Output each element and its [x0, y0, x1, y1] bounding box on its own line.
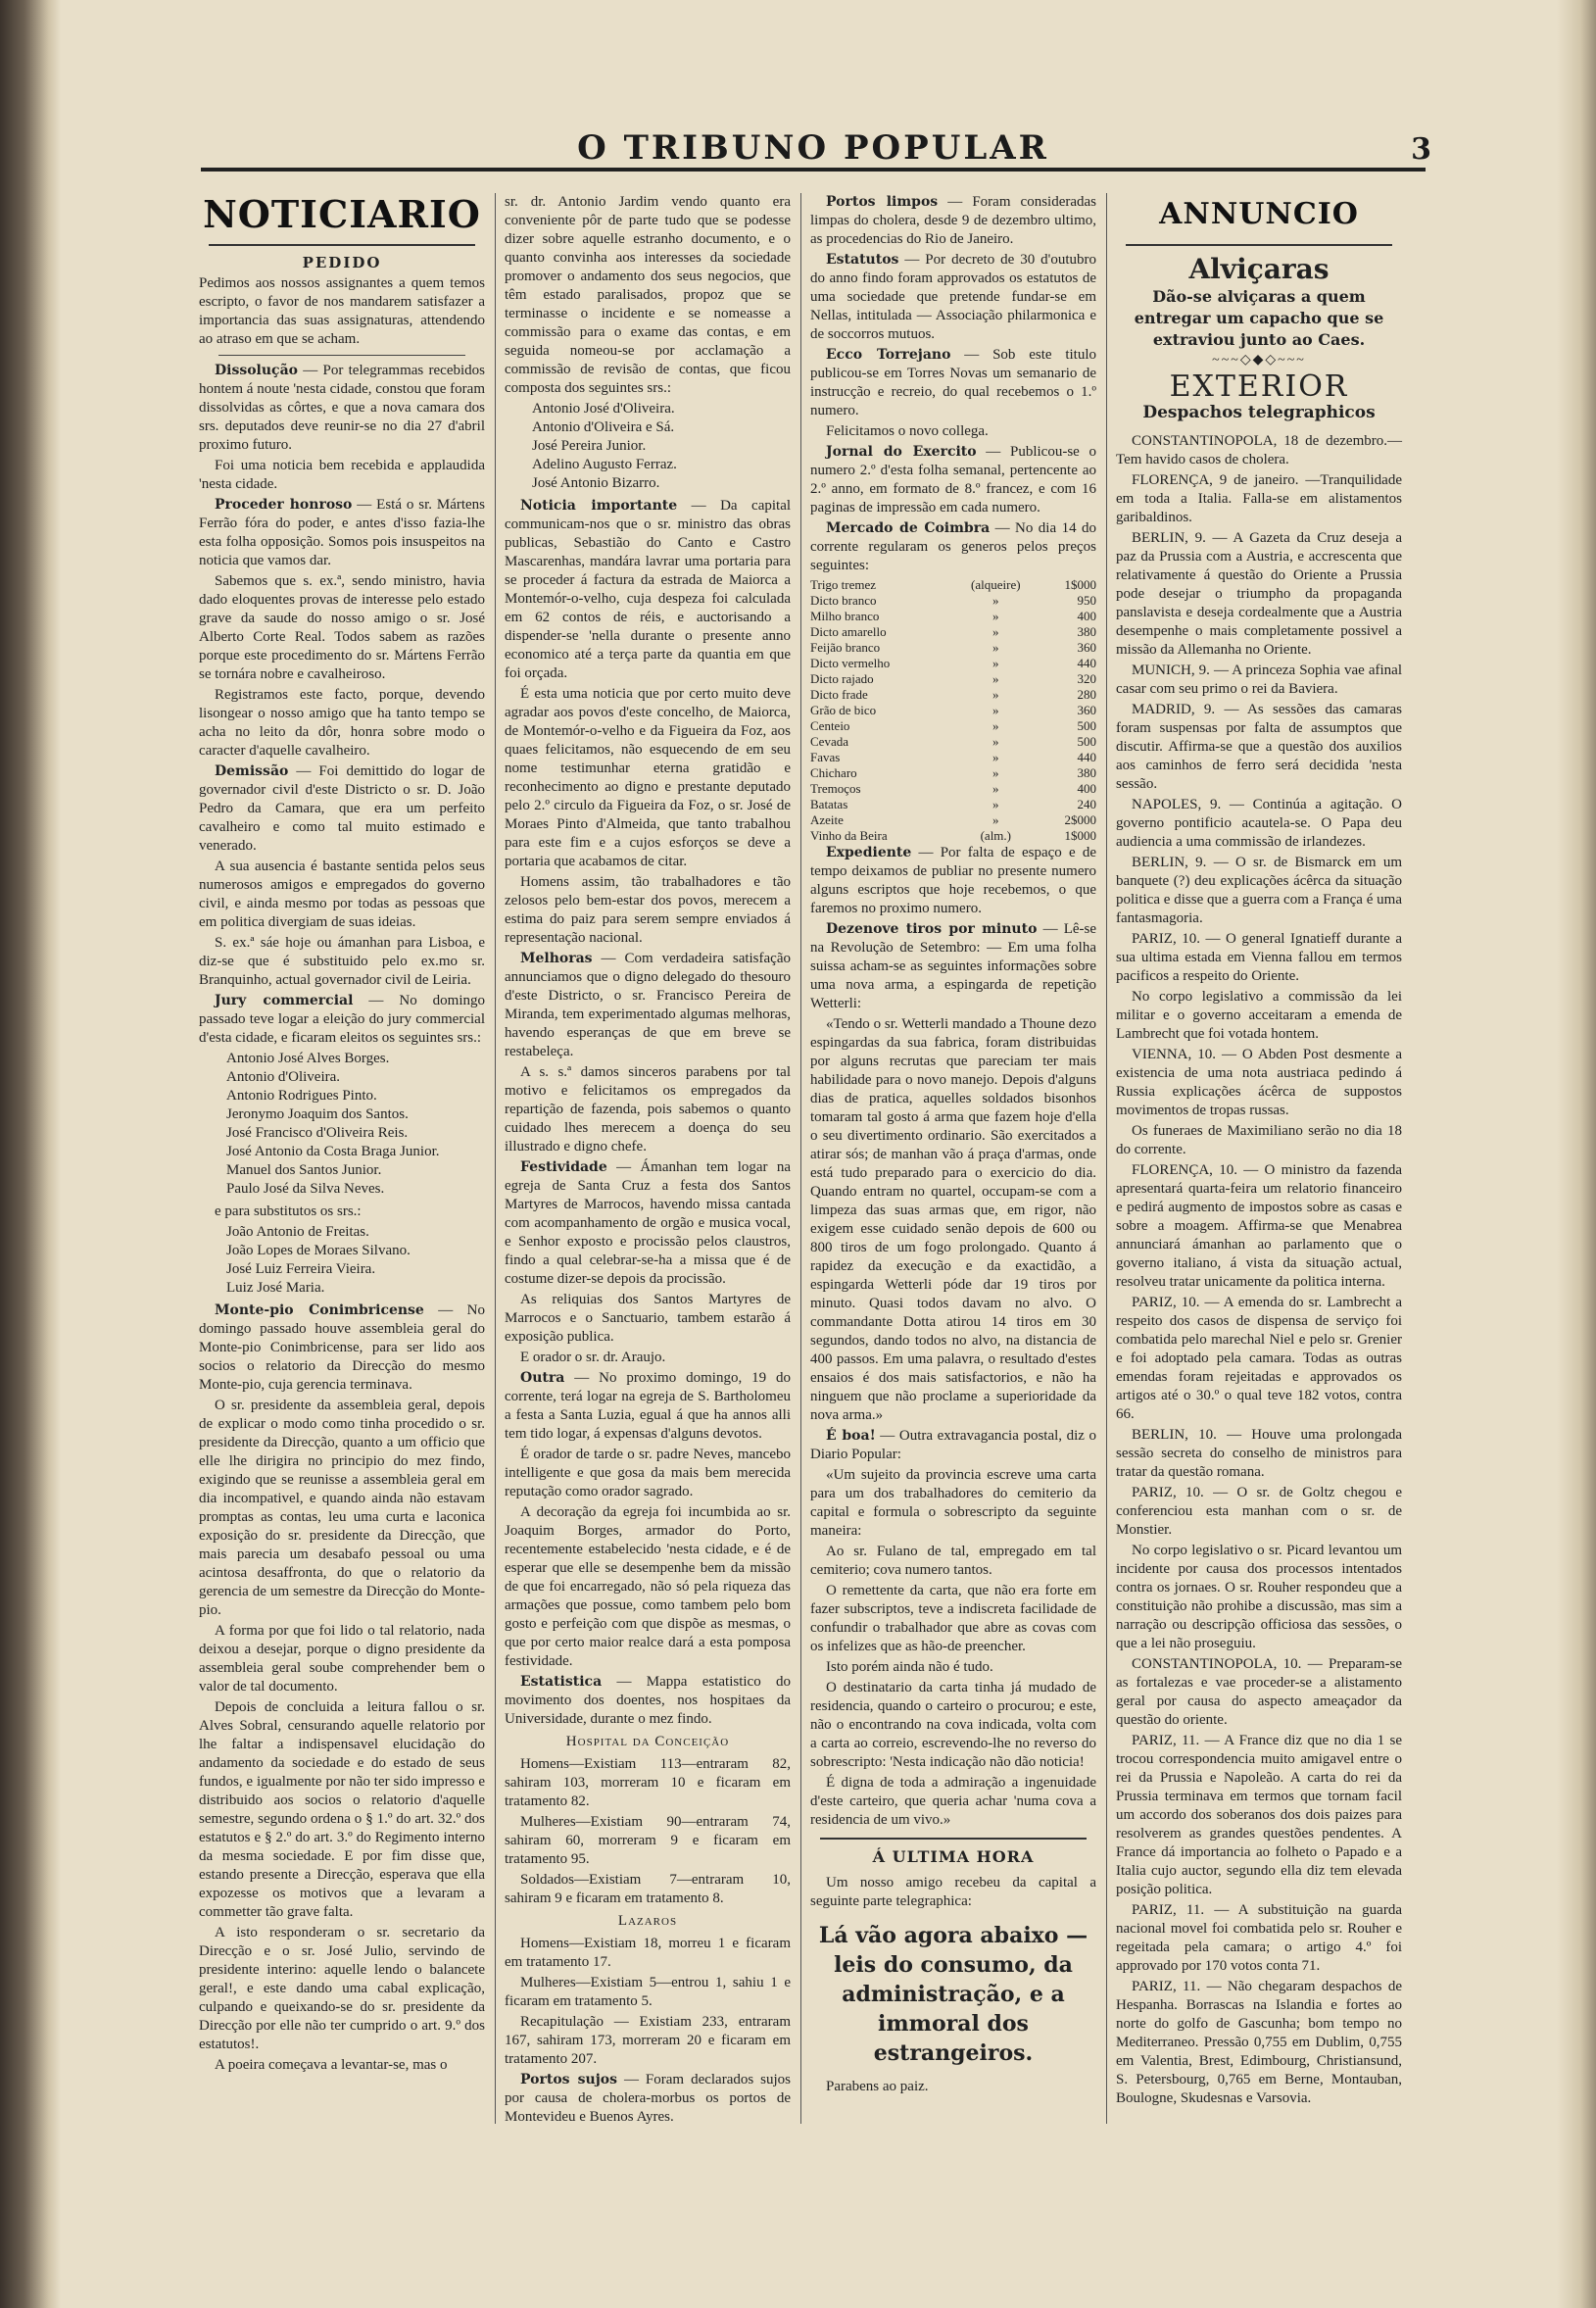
ornament-divider: ~~~◇◆◇~~~ — [1212, 353, 1306, 368]
article-heading: Noticia importante — [520, 498, 678, 514]
price-item: Cevada — [810, 734, 848, 749]
price-unit: (alm.) — [980, 828, 1011, 843]
article-text: Registramos este facto, porque, devendo lisongear o nosso amigo que ha tanto tempo se acha no leito da dôr, honra sobre modo o caracter d'aquelle cavalheiro. — [199, 687, 485, 759]
article-text: É esta uma noticia que por certo muito deve agradar aos povos d'este concelho, de Maiorca, de Montemór-o-velho e da Figueira da Foz, aos quaes felicitamos, não esquecendo de em seu nome testimunhar eterna gratidão e reconhecimento ao digno e prestante deputado pelo 2.º circulo da Figueira da Foz, o sr. José de Moraes Pinto d'Almeida, que tanto trabalhou para este fim e a cujos esforços se deve a portaria que acabamos de citar. — [505, 686, 791, 869]
article-estatistica — [505, 1673, 791, 1729]
article-text: Sabemos que s. ex.ª, sendo ministro, havia dado eloquentes provas de interesse pelo estado grave da saude do nosso amigo o sr. José Alberto Corte Real. Todos sabem as razões porque este procedimento do sr. Mártens Ferrão se tornára nobre e cavalheiroso. — [199, 573, 485, 682]
telegram-text: Lá vão agora abaixo — leis do consumo, da administração, e a immoral dos estrangeiros. — [818, 1923, 1088, 2066]
article-text: O sr. presidente da assembleia geral, depois de explicar o modo como tinha procedido o sr. presidente da Direcção, quanto a um officio que elle lhe dirigira no principio do mez findo, exigindo que se reunisse a assembleia geral em dia incompativel, e quando ainda não estavam promptas as contas, leu uma curta e laconica exposição do sr. presidente da Direcção, que mais parecia um desabafo pessoal ou uma acintosa desaffronta, do que o relatorio da gerencia de um semestre da Direcção do Monte-pio. — [199, 1398, 485, 1618]
commission-list — [532, 400, 791, 493]
price-value: 500 — [1077, 718, 1096, 733]
article-text: Isto porém ainda não é tudo. — [826, 1659, 993, 1675]
price-value: 1$000 — [1064, 828, 1096, 843]
page-number: 3 — [1411, 132, 1431, 167]
price-item: Centeio — [810, 718, 850, 733]
column-divider — [800, 193, 801, 2124]
article-heading: É boa! — [826, 1428, 876, 1444]
price-item: Batatas — [810, 797, 848, 811]
pedido-text: Pedimos aos nossos assignantes a quem temos escripto, o favor de nos mandarem satisfazer a importancia das suas assignaturas, attendendo ao atraso em que se acham. — [199, 275, 485, 347]
stat-line: Mulheres—Existiam 5—entrou 1, sahiu 1 e ficaram em tratamento 5. — [505, 1975, 791, 2009]
price-unit: » — [992, 718, 999, 733]
news-item: FLORENÇA, 10. — O ministro da fazenda apresentará quarta-feira um relatorio financeiro e pedirá augmento de impostos sobre as casas e sobre a moagem. Affirma-se que Menabrea annunciará ámanhan ao parlamento que o governo italiano, á vista da situação actual, resolveu tratar unicamente da politica interna. — [1116, 1162, 1402, 1290]
price-row — [810, 703, 1096, 718]
article-text: S. ex.ª sáe hoje ou ámanhan para Lisboa, e diz-se que é substituido pelo ex.mo sr. Branquinho, actual governador civil de Leiria. — [199, 935, 485, 988]
article-text: Ao sr. Fulano de tal, empregado em tal cemiterio; cova numero tantos. — [810, 1544, 1096, 1578]
article-text: — Sob este titulo publicou-se em Torres Novas um semanario de instrucção e recreio, do qual recebemos o 1.º numero. — [810, 347, 1096, 418]
article-text: — Mappa estatistico do movimento dos doentes, nos hospitaes da Universidade, durante o mez findo. — [505, 1674, 792, 1727]
jury-subs-list — [226, 1223, 485, 1298]
article-text: — No proximo domingo, 19 do corrente, terá logar na egreja de S. Bartholomeu a festa a Santa Luzia, egual á que ha annos alli tem tido logar, á expensas d'alguns devotos. — [505, 1370, 792, 1442]
article-text: É digna de toda a admiração a ingenuidade d'este carteiro, que queria achar 'numa cova a residencia de um vivo.» — [810, 1775, 1096, 1828]
news-item: NAPOLES, 9. — Continúa a agitação. O governo pontificio acautela-se. O Papa deu audiencia a uma commissão de irlandezes. — [1116, 797, 1402, 850]
price-row — [810, 624, 1096, 640]
article-text: A isto responderam o sr. secretario da Direcção e o sr. José Julio, servindo de presidente interino: aquelle lendo o balancete geral!, e este dando uma cabal explicação, culpando e queixando-se do sr. presidente da Direcção por elle não ter cumprido o art. 9.º dos estatutos!. — [199, 1925, 485, 2052]
article-text: Homens assim, tão trabalhadores e tão zelosos pelo bem-estar dos povos, merecem a estima do paiz para serem sempre enviados á representação nacional. — [505, 874, 791, 946]
article-mercado — [810, 519, 1096, 575]
list-item: José Luiz Ferreira Vieira. — [226, 1261, 376, 1277]
article-text: Depois de concluida a leitura fallou o sr. Alves Sobral, censurando aquelle relatorio por lhe faltar a indispensavel elucidação do andamento da sociedade e do estado de seus fundos, e igualmente por não ter sido impresso e distribuido aos socios o relatorio d'aquelle semestre, segundo ordena o § 1.º do art. 32.º dos estatutos e § 2.º do art. 3.º do Regimento interno da mesma sociedade. E por fim disse que, estando presente a Direcção, esperava que ella expozesse os motivos que a levaram a commetter tão grave falta. — [199, 1699, 485, 1920]
list-item: João Lopes de Moraes Silvano. — [226, 1243, 411, 1258]
article-text: — Por falta de espaço e de tempo deixamos de publiar no presente numero alguns escriptos que hoje recebemos, o que faremos no proximo numero. — [810, 845, 1096, 916]
price-unit: » — [992, 812, 999, 827]
article-text: A sua ausencia é bastante sentida pelos seus numerosos amigos e empregados do governo civil, e ainda mesmo por todas as pessoas que em politica divergiam de suas ideias. — [199, 859, 485, 930]
price-value: 440 — [1077, 750, 1096, 764]
exterior-title: EXTERIOR — [1169, 369, 1349, 404]
list-item: José Pereira Junior. — [532, 438, 647, 454]
article-dissolucao — [199, 362, 485, 455]
price-value: 400 — [1077, 609, 1096, 623]
list-item: Paulo José da Silva Neves. — [226, 1181, 385, 1197]
article-heading: Dissolução — [215, 363, 298, 378]
alvicaras-text: Dão-se alviçaras a quem entregar um capacho que se extraviou junto ao Caes. — [1134, 287, 1384, 349]
article-dezenove — [810, 920, 1096, 1013]
price-value: 360 — [1077, 703, 1096, 717]
article-text: A decoração da egreja foi incumbida ao sr. Joaquim Borges, armador do Porto, recentemente estabelecido 'nesta cidade, e é de esperar que elle se desempenhe bem da missão de que foi encarregado, não só pela riqueza das armações que possue, como tambem pelo bom gosto e perfeição com que dispõe as mesmas, o que por certo maior realce dará a esta pomposa festividade. — [505, 1504, 791, 1669]
article-text: Um nosso amigo recebeu da capital a seguinte parte telegraphica: — [810, 1875, 1096, 1909]
article-expediente — [810, 844, 1096, 918]
news-item: BERLIN, 9. — A Gazeta da Cruz deseja a paz da Prussia com a Austria, e accrescenta que relativamente á questão do Oriente a Prussia pode desejar o triumpho da propaganda panslavista e deseja cordealmente que a Austria desempenhe o mais completamente possivel a missão da Allemanha no Oriente. — [1116, 530, 1402, 658]
pedido-heading: PEDIDO — [302, 254, 382, 271]
article-text: E orador o sr. dr. Araujo. — [520, 1350, 666, 1365]
article-text: É orador de tarde o sr. padre Neves, mancebo intelligente e que gosa da mais bem merecida reputação como orador sagrado. — [505, 1447, 791, 1499]
article-heading: Melhoras — [520, 951, 593, 966]
price-row — [810, 734, 1096, 750]
column-2 — [505, 193, 792, 2125]
article-heading: Monte-pio Conimbricense — [215, 1302, 424, 1318]
price-unit: » — [992, 781, 999, 796]
article-heading: Portos limpos — [826, 194, 939, 210]
price-row — [810, 812, 1096, 828]
article-text: — Por telegrammas recebidos hontem á noute 'nesta cidade, constou que foram dissolvidas as côrtes, e que a nova camara dos srs. deputados deve reunir-se no dia 27 d'abril proximo futuro. — [199, 363, 485, 453]
stat-line: Homens—Existiam 113—entraram 82, sahiram 103, morreram 10 e ficaram em tratamento 82. — [505, 1756, 791, 1809]
price-value: 1$000 — [1064, 577, 1096, 592]
price-item: Dicto branco — [810, 593, 877, 608]
price-value: 440 — [1077, 656, 1096, 670]
article-heading: Mercado de Coimbra — [826, 520, 991, 536]
article-montepio — [199, 1301, 485, 1395]
price-unit: » — [992, 593, 999, 608]
column-3 — [810, 193, 1096, 2104]
price-row — [810, 577, 1096, 593]
price-value: 380 — [1077, 765, 1096, 780]
article-proceder — [199, 496, 485, 570]
article-heading: Portos sujos — [520, 2072, 617, 2087]
article-text: — No domingo passado teve logar a eleição do jury commercial d'esta cidade, e ficaram eleitos os seguintes srs.: — [199, 993, 485, 1046]
article-heading: Jury commercial — [215, 993, 354, 1008]
article-melhoras — [505, 950, 791, 1061]
article-text: — Foram declarados sujos por causa de cholera-morbus os portos de Montevideu e Buenos Ayres. — [505, 2072, 792, 2125]
list-item: José Antonio da Costa Braga Junior. — [226, 1144, 440, 1159]
article-heading: Proceder honroso — [215, 497, 353, 513]
price-row — [810, 671, 1096, 687]
price-row — [810, 797, 1096, 812]
article-festividade — [505, 1158, 791, 1289]
despachos-heading: Despachos telegraphicos — [1142, 403, 1376, 422]
article-text: — Com verdadeira satisfação annunciamos que o digno delegado do thesouro d'este Districto, o sr. Francisco Pereira de Miranda, tem experimentado algumas melhoras, havendo esperanças de que em breve se restabeleça. — [505, 951, 791, 1059]
list-item: Antonio d'Oliveira. — [226, 1069, 341, 1085]
column-divider — [1106, 193, 1107, 2124]
stat-line: Mulheres—Existiam 90—entraram 74, sahiram 60, morreram 9 e ficaram em tratamento 95. — [505, 1814, 791, 1867]
ultima-hora-heading: Á ULTIMA HORA — [872, 1847, 1035, 1866]
article-heading: Estatistica — [520, 1674, 603, 1690]
jury-list — [226, 1050, 485, 1199]
list-item: Antonio José Alves Borges. — [226, 1051, 390, 1066]
list-item: José Francisco d'Oliveira Reis. — [226, 1125, 409, 1141]
price-unit: » — [992, 609, 999, 623]
news-item: PARIZ, 11. — A substituição na guarda nacional movel foi combatida pelo sr. Rouher e regeitada pela camara; o artigo 4.º foi approvado por 170 votos conta 71. — [1116, 1902, 1402, 1974]
price-item: Azeite — [810, 812, 844, 827]
article-demissao — [199, 762, 485, 856]
noticiario-title: NOTICIARIO — [203, 192, 481, 236]
price-unit: » — [992, 687, 999, 702]
list-item: Luiz José Maria. — [226, 1280, 325, 1296]
article-heading: Ecco Torrejano — [826, 347, 951, 363]
news-item: PARIZ, 10. — O general Ignatieff durante a sua ultima estada em Vienna fallou em termos pacificos a respeito do Oriente. — [1116, 931, 1402, 984]
price-item: Favas — [810, 750, 841, 764]
price-value: 380 — [1077, 624, 1096, 639]
price-row — [810, 640, 1096, 656]
price-unit: » — [992, 765, 999, 780]
lazaros-heading: Lazaros — [617, 1913, 678, 1929]
article-estatutos — [810, 251, 1096, 344]
price-row — [810, 609, 1096, 624]
article-text: — Foram consideradas limpas do cholera, desde 9 de dezembro ultimo, as procedencias do Rio de Janeiro. — [810, 194, 1097, 247]
column-1 — [199, 193, 485, 2104]
news-item: FLORENÇA, 9 de janeiro. —Tranquilidade em toda a Italia. Falla-se em alistamentos garibaldinos. — [1116, 472, 1402, 525]
price-item: Feijão branco — [810, 640, 881, 655]
article-heading: Dezenove tiros por minuto — [826, 921, 1038, 937]
article-heading: Demissão — [215, 763, 289, 779]
article-outra — [505, 1369, 791, 1444]
price-value: 280 — [1077, 687, 1096, 702]
price-row — [810, 687, 1096, 703]
price-table — [810, 577, 1096, 844]
article-quote: «Um sujeito da provincia escreve uma carta para um dos trabalhadores do cemiterio da capital e formula o sobrescripto da seguinte maneira: — [810, 1467, 1096, 1539]
list-item: José Antonio Bizarro. — [532, 475, 660, 491]
news-item: PARIZ, 11. — Não chegaram despachos de Hespanha. Borrascas na Islandia e fortes ao norte do golfo de Gascunha; bom tempo no Mediterraneo. Pressão 0,755 em Dublim, 0,755 em Valentia, Brest, Edimbourg, Christiansund, S. Petersbourg, 0,765 em Berne, Montauban, Boulogne, Skudesnas e Varsovia. — [1116, 1979, 1402, 2106]
alvicaras-title: Alviçaras — [1188, 253, 1330, 285]
hospital-heading: Hospital da Conceição — [565, 1734, 730, 1749]
column-4 — [1116, 193, 1402, 2104]
news-item: BERLIN, 9. — O sr. de Bismarck em um banquete (?) deu explicações ácêrca da situação politica e disse que a guerra com a França é uma fantasmagoria. — [1116, 855, 1402, 926]
page-edge — [1557, 0, 1596, 2308]
annuncio-title: ANNUNCIO — [1159, 197, 1359, 231]
article-noticia — [505, 497, 791, 683]
price-item: Dicto amarello — [810, 624, 887, 639]
list-item: Antonio Rodrigues Pinto. — [226, 1088, 377, 1104]
price-value: 950 — [1077, 593, 1096, 608]
article-text: — No dia 14 do corrente regularam os generos pelos preços seguintes: — [810, 520, 1096, 573]
price-value: 320 — [1077, 671, 1096, 686]
price-value: 360 — [1077, 640, 1096, 655]
divider — [820, 1838, 1087, 1840]
news-list — [1116, 432, 1402, 2108]
telegram-sign: Parabens ao paiz. — [826, 2079, 929, 2094]
article-heading: Estatutos — [826, 252, 899, 268]
price-row — [810, 765, 1096, 781]
article-text: — Outra extravagancia postal, diz o Diario Popular: — [810, 1428, 1096, 1462]
price-row — [810, 718, 1096, 734]
list-item: João Antonio de Freitas. — [226, 1224, 369, 1240]
news-item: PARIZ, 10. — A emenda do sr. Lambrecht a respeito dos casos de dispensa de serviço foi combatida pelo marechal Niel e pelo sr. Grenier e foi adoptado pela camara. Todas as outras emendas foram rejeitadas e approvados os artigos até o 30.º o qual teve 182 votos, contra 66. — [1116, 1295, 1402, 1422]
news-item: VIENNA, 10. — O Abden Post desmente a existencia de uma nota austriaca pedindo á Russia explicações ácêrca de suppostos movimentos de tropas russas. — [1116, 1047, 1402, 1118]
divider — [1126, 244, 1392, 246]
article-text: — Foi demittido do logar de governador civil d'este Districto o sr. D. João Pedro da Camara, que era um perfeito cavalheiro e como tal muito estimado e venerado. — [199, 763, 486, 854]
price-unit: » — [992, 797, 999, 811]
price-value: 240 — [1077, 797, 1096, 811]
price-unit: » — [992, 734, 999, 749]
divider — [209, 244, 475, 246]
news-item: MUNICH, 9. — A princeza Sophia vae afinal casar com seu primo o rei da Baviera. — [1116, 663, 1402, 697]
article-text: e para substitutos os srs.: — [215, 1203, 362, 1219]
article-text: A forma por que foi lido o tal relatorio, nada deixou a desejar, porque o digno presidente da assembleia geral soube comprehender bem o valor de tal documento. — [199, 1623, 485, 1694]
stat-line: Recapitulação — Existiam 233, entraram 167, sahiram 173, morreram 20 e ficaram em tratamento 207. — [505, 2014, 791, 2067]
divider — [218, 355, 465, 356]
article-text: — Por decreto de 30 d'outubro do anno findo foram approvados os estatutos de uma sociedade que pretende fundar-se em Nellas, intitulada — Associação philarmonica e de soccorros mutuos. — [810, 252, 1097, 342]
article-heading: Outra — [520, 1370, 565, 1386]
list-item: Antonio d'Oliveira e Sá. — [532, 419, 675, 435]
price-unit: (alqueire) — [971, 577, 1021, 592]
news-item: CONSTANTINOPOLA, 10. — Preparam-se as fortalezas e vae proceder-se a alistamento geral por causa do aspecto ameaçador da questão do oriente. — [1116, 1656, 1402, 1728]
article-text: A poeira começava a levantar-se, mas o — [215, 2057, 448, 2073]
price-row — [810, 781, 1096, 797]
masthead-title: O TRIBUNO POPULAR — [577, 128, 1049, 168]
article-text: Felicitamos o novo collega. — [826, 423, 989, 439]
price-item: Chicharo — [810, 765, 857, 780]
price-row — [810, 828, 1096, 844]
page-header — [201, 123, 1431, 172]
column-divider — [495, 193, 496, 2124]
article-text: — Da capital communicam-nos que o sr. ministro das obras publicas, Sebastião do Canto e Castro Mascarenhas, mandára lavrar uma portaria para se proceder á factura da estrada de Maiorca a Montemór-o-velho, cuja despeza foi calculada em 62 contos de réis, e auctorisando a dispender-se 'nella durante o presente anno economico até a terça parte da quantia em que foi orçada. — [505, 498, 792, 681]
article-portos-sujos — [505, 2071, 791, 2127]
news-item: PARIZ, 11. — A France diz que no dia 1 se trocou correspondencia muito amigavel entre o rei da Prussia e Napoleão. A carta do rei da Prussia terminava em termos que tornam facil um accordo dos soberanos dos dois paizes para resolverem as grandes questões pendentes. A France dá importancia ao folheto o Papado e a Italia cujo auctor, segundo ella diz tem elevada posição politica. — [1116, 1733, 1402, 1897]
price-item: Tremoços — [810, 781, 861, 796]
article-eboa — [810, 1427, 1096, 1464]
article-ecco — [810, 346, 1096, 420]
price-item: Dicto rajado — [810, 671, 874, 686]
price-row — [810, 593, 1096, 609]
newspaper-sheet — [171, 123, 1435, 2125]
article-heading: Jornal do Exercito — [826, 444, 977, 460]
list-item: Antonio José d'Oliveira. — [532, 401, 675, 417]
news-item: MADRID, 9. — As sessões das camaras foram suspensas por falta de assumptos que discutir. Affirma-se que a questão dos auxilios aos caminhos de ferro será decidida 'nesta sessão. — [1116, 702, 1402, 792]
news-item: No corpo legislativo a commissão da lei militar e o governo acceitaram a emenda de Lambrecht que foi votada hontem. — [1116, 989, 1402, 1042]
stat-line: Soldados—Existiam 7—entraram 10, sahiram 9 e ficaram em tratamento 8. — [505, 1872, 791, 1906]
price-unit: » — [992, 640, 999, 655]
price-value: 500 — [1077, 734, 1096, 749]
price-item: Grão de bico — [810, 703, 877, 717]
article-text: O destinatario da carta tinha já mudado de residencia, quando o carteiro o procurou; e este, não o encontrando na cova indicada, volta com a carta ao correio, escrevendo-lhe no reverso do sobrescripto: 'Nesta indicação não dão noticia! — [810, 1680, 1096, 1770]
article-text: A s. s.ª damos sinceros parabens por tal motivo e felicitamos os empregados da repartição de fazenda, pois sabemos o quanto cuidado lhes merecem a doença do seu illustrado e digno chefe. — [505, 1064, 791, 1154]
price-item: Milho branco — [810, 609, 880, 623]
news-item: CONSTANTINOPOLA, 18 de dezembro.—Tem havido casos de cholera. — [1116, 433, 1402, 467]
article-text: — Está o sr. Mártens Ferrão fóra do poder, e antes d'isso fazia-lhe esta folha opposição. Somos pois insuspeitos na noticia que vamos dar. — [199, 497, 486, 568]
price-unit: » — [992, 750, 999, 764]
article-text: sr. dr. Antonio Jardim vendo quanto era conveniente pôr de parte tudo que se podesse dizer sobre aquelle estranho documento, e o quanto convinha aos interesses da sociedade promover o andamento dos seus negocios, que têm estado paralisados, propoz que se terminasse o incidente e se nomeasse a commissão para o exame das contas, e em seguida nomeou-se por acclamação a commissão de revisão de contas, que ficou composta dos seguintes srs.: — [505, 194, 791, 396]
list-item: Jeronymo Joaquim dos Santos. — [226, 1106, 409, 1122]
article-text: Foi uma noticia bem recebida e applaudida 'nesta cidade. — [199, 458, 485, 492]
article-jornal — [810, 443, 1096, 517]
article-heading: Festividade — [520, 1159, 607, 1175]
article-quote: «Tendo o sr. Wetterli mandado a Thoune dezo espingardas da sua fabrica, foram distribuidas por alguns recrutas que pareciam ter mais habilidade para o novo manejo. Depois d'alguns dias de pratica, aquelles soldados bisonhos tomaram tal gosto á arma que fazem hoje d'ella o seu divertimento ordinario. São exercitados a atirar sós; de manhan vão á praça d'armas, onde está tudo preparado para o exercicio do dia. Quando entram no quartel, occupam-se com a limpeza das suas armas que, em rigor, não exigem esse cuidado senão depois de 600 ou 800 tiros de um fogo prolongado. Quanto á rapidez da execução e da exactidão, a espingarda Wetterli póde dar 19 tiros por minuto. Quasi todos davam no alvo. O commandante Dotta atirou 14 tiros em 30 segundos, dando todos no alvo, na distancia de 400 passos. Em uma palavra, o resultado d'estes ensaios é dos mais satisfactorios, e não ha ninguem que não proclame a superioridade da nova arma.» — [810, 1016, 1096, 1423]
price-row — [810, 656, 1096, 671]
article-text: — Lê-se na Revolução de Setembro: — Em uma folha suissa acham-se as seguintes informações sobre uma nova arma, a espingarda de repetição Wetterli: — [810, 921, 1097, 1011]
news-item: PARIZ, 10. — O sr. de Goltz chegou e conferenciou esta manhan com o sr. de Monstier. — [1116, 1485, 1402, 1538]
article-heading: Expediente — [826, 845, 912, 860]
article-text: — Ámanhan tem logar na egreja de Santa Cruz a festa dos Santos Martyres de Marrocos, havendo missa cantada com acompanhamento de orgão e musica vocal, e Senhor exposto e procissão pelos claustros, findo a qual celebrar-se-ha a missa que é de costume dizer-se depois da procissão. — [505, 1159, 791, 1287]
article-text: — Publicou-se o numero 2.º d'esta folha semanal, pertencente ao 2.º anno, em formato de 8.º francez, e com 16 paginas de impressão em cada numero. — [810, 444, 1096, 516]
article-text: — No domingo passado houve assembleia geral do Monte-pio Conimbricense, para ser lido aos socios o relatorio da Direcção do mesmo Monte-pio, cuja gerencia terminava. — [199, 1302, 485, 1393]
article-portos-limpos — [810, 193, 1096, 249]
list-item: Adelino Augusto Ferraz. — [532, 457, 677, 472]
price-value: 400 — [1077, 781, 1096, 796]
news-item: No corpo legislativo o sr. Picard levantou um incidente por causa dos processos intentados contra os jornaes. O sr. Rouher respondeu que a constituição não prohibe a discussão, mas sim a narração ou descripção officiosa das sessões, o que a lei não proseguiu. — [1116, 1543, 1402, 1651]
book-binding — [0, 0, 61, 2308]
article-text: O remettente da carta, que não era forte em fazer subscriptos, teve a indiscreta facilidade de confundir o trabalhador que abre as covas com os infelizes que as hão-de preencher. — [810, 1583, 1096, 1654]
price-item: Vinho da Beira — [810, 828, 888, 843]
news-item: Os funeraes de Maximiliano serão no dia 18 do corrente. — [1116, 1123, 1402, 1157]
price-item: Dicto vermelho — [810, 656, 891, 670]
price-unit: » — [992, 671, 999, 686]
price-unit: » — [992, 656, 999, 670]
list-item: Manuel dos Santos Junior. — [226, 1162, 382, 1178]
article-jury — [199, 992, 485, 1048]
news-item: BERLIN, 10. — Houve uma prolongada sessão secreta do conselho de ministros para tratar da questão romana. — [1116, 1427, 1402, 1480]
price-item: Dicto frade — [810, 687, 868, 702]
article-text: As reliquias dos Santos Martyres de Marrocos e o Sanctuario, tambem estarão á exposição publica. — [505, 1292, 791, 1345]
price-item: Trigo tremez — [810, 577, 877, 592]
price-unit: » — [992, 624, 999, 639]
stat-line: Homens—Existiam 18, morreu 1 e ficaram em tratamento 17. — [505, 1936, 791, 1970]
price-unit: » — [992, 703, 999, 717]
price-value: 2$000 — [1064, 812, 1096, 827]
price-row — [810, 750, 1096, 765]
